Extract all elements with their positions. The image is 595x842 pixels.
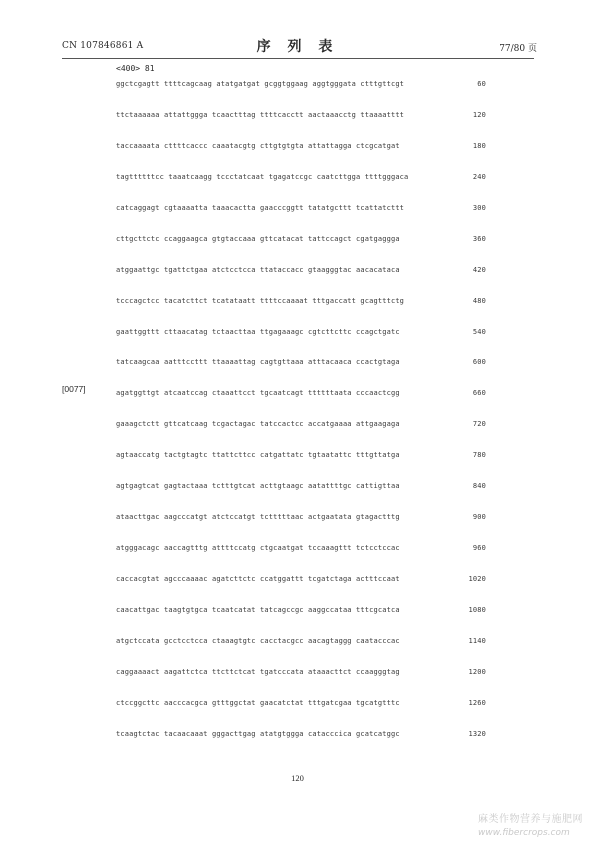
sequence-text: ataacttgac aagcccatgt atctccatgt tctttttaac actgaatata gtagactttg (116, 513, 400, 522)
sequence-row (116, 266, 486, 297)
position-number: 780 (472, 451, 486, 460)
sequence-text: agtaaccatg tactgtagtc ttattcttcc catgattatc tgtaatattc tttgttatga (116, 451, 400, 460)
position-number: 1080 (468, 605, 486, 614)
position-number: 1200 (468, 667, 486, 676)
sequence-row (116, 297, 486, 328)
header-divider (62, 58, 534, 59)
sequence-text: caggaaaact aagattctca ttcttctcat tgatcccata ataaacttct ccaagggtag (116, 667, 400, 676)
sequence-text: atgggacagc aaccagtttg attttccatg ctgcaatgat tccaaagttt tctcctccac (116, 544, 400, 553)
sequence-listing (116, 80, 486, 761)
position-number: 60 (477, 80, 486, 88)
position-number: 540 (472, 327, 486, 336)
page-header (0, 38, 595, 60)
sequence-row (116, 80, 486, 111)
position-number: 1320 (468, 729, 486, 738)
sequence-text: taccaaaata cttttcaccc caaatacgtg cttgtgtgta attattagga ctcgcatgat (116, 141, 400, 150)
sequence-text: ggctcgagtt ttttcagcaag atatgatgat gcggtggaag aggtgggata ctttgttcgt (116, 80, 405, 88)
sequence-text: tcccagctcc tacatcttct tcatataatt ttttccaaaat tttgaccatt gcagtttctg (116, 296, 405, 305)
position-number: 1140 (468, 636, 486, 645)
sequence-row (116, 699, 486, 730)
position-number: 180 (472, 141, 486, 150)
sequence-row (116, 420, 486, 451)
page-number: 120 (291, 773, 304, 783)
sequence-text: ttctaaaaaa attattggga tcaactttag ttttcacctt aactaaacctg ttaaaatttt (116, 110, 405, 119)
sequence-header: <400> 81 (116, 64, 155, 73)
sequence-row (116, 544, 486, 575)
sequence-text: caacattgac taagtgtgca tcaatcatat tatcagccgc aaggccataa tttcgcatca (116, 605, 400, 614)
sequence-text: tagttttttcc taaatcaagg tccctatcaat tgagatccgc caatcttgga ttttgggaca (116, 172, 409, 181)
sequence-row (116, 389, 486, 420)
sequence-row (116, 730, 486, 761)
sequence-row (116, 606, 486, 637)
sequence-row (116, 575, 486, 606)
sequence-row (116, 173, 486, 204)
position-number: 360 (472, 234, 486, 243)
sequence-text: gaattggttt cttaacatag tctaacttaa ttgagaaagc cgtcttcttc ccagctgatc (116, 327, 400, 336)
position-number: 1020 (468, 575, 486, 583)
watermark-url: www.fibercrops.com (478, 828, 570, 838)
position-number: 840 (472, 482, 486, 491)
position-number: 120 (472, 110, 486, 119)
position-number: 900 (472, 513, 486, 522)
sequence-row (116, 637, 486, 668)
watermark (478, 810, 583, 838)
sequence-row (116, 235, 486, 266)
sequence-text: agtgagtcat gagtactaaa tctttgtcat acttgtaagc aatattttgc cattigttaa (116, 482, 400, 491)
position-number: 600 (472, 358, 486, 367)
watermark-line1: 麻类作物营养与施肥网 (478, 814, 583, 825)
page-info: 77/80 页 (499, 44, 537, 54)
sequence-row (116, 451, 486, 482)
position-number: 420 (472, 265, 486, 274)
sequence-text: agatggttgt atcaatccag ctaaattcct tgcaatcagt ttttttaata cccaactcgg (116, 389, 400, 398)
position-number: 1260 (468, 698, 486, 707)
sequence-row (116, 668, 486, 699)
sequence-text: caccacgtat agcccaaaac agatcttctc ccatggattt tcgatctaga actttccaat (116, 575, 400, 583)
sequence-text: gaaagctctt gttcatcaag tcgactagac tatccactcc accatgaaaa attgaagaga (116, 420, 400, 429)
patent-number: CN 107846861 A (62, 41, 144, 51)
position-number: 240 (472, 172, 486, 181)
sequence-row (116, 204, 486, 235)
position-number: 720 (472, 420, 486, 429)
sequence-text: ctccggcttc aacccacgca gtttggctat gaacatctat tttgatcgaa tgcatgtttc (116, 698, 400, 707)
position-number: 960 (472, 544, 486, 553)
sequence-row (116, 482, 486, 513)
sequence-text: catcaggagt cgtaaaatta taaacactta gaacccggtt tatatgcttt tcattatcttt (116, 203, 405, 212)
sequence-text: atgctccata gcctcctcca ctaaagtgtc cacctacgcc aacagtaggg caatacccac (116, 636, 400, 645)
position-number: 480 (472, 296, 486, 305)
sequence-text: atggaattgc tgattctgaa atctcctcca ttataccacc gtaagggtac aacacataca (116, 265, 400, 274)
sequence-text: tatcaagcaa aatttccttt ttaaaattag cagtgttaaa atttacaaca ccactgtaga (116, 358, 400, 367)
position-number: 660 (472, 389, 486, 398)
sequence-text: tcaagtctac tacaacaaat gggacttgag atatgtggga catacccica gcatcatggc (116, 729, 400, 738)
sequence-row (116, 111, 486, 142)
sequence-row (116, 142, 486, 173)
sequence-row (116, 513, 486, 544)
page-title: 序 列 表 (256, 39, 339, 55)
paragraph-number: [0077] (62, 384, 86, 394)
sequence-row (116, 328, 486, 359)
sequence-row (116, 358, 486, 389)
position-number: 300 (472, 203, 486, 212)
sequence-text: cttgcttctc ccaggaagca gtgtaccaaa gttcatacat tattccagct cgatgaggga (116, 234, 400, 243)
